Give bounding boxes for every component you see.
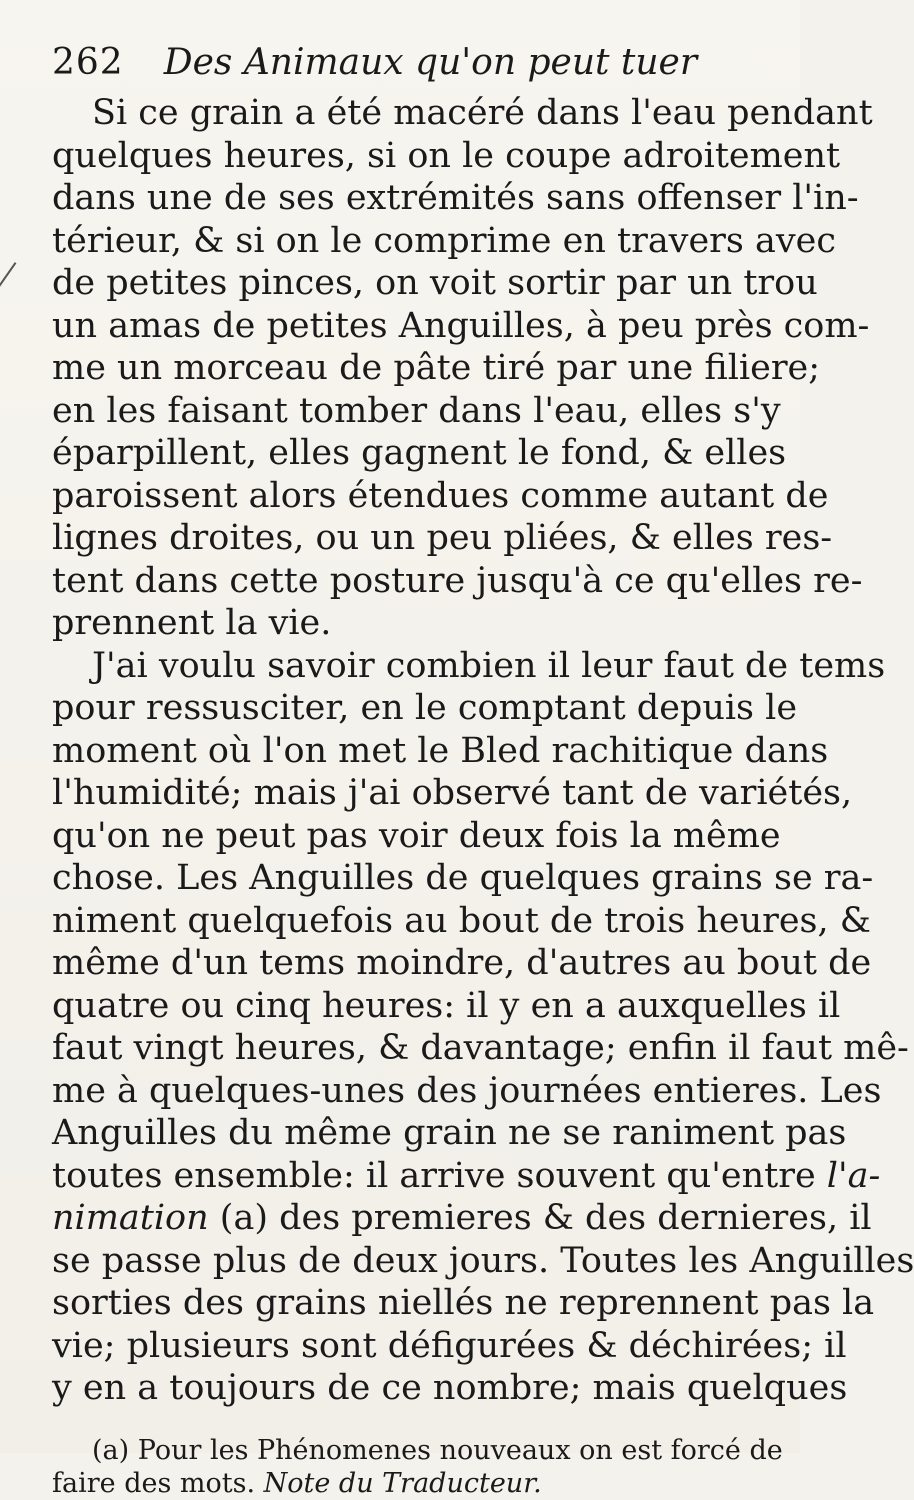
footnote — [52, 1434, 783, 1500]
main-text — [52, 92, 914, 1410]
italic-word: l'a- — [826, 1155, 881, 1196]
text-line: l'humidité; mais j'ai observé tant de variétés, — [52, 773, 853, 813]
page-header — [52, 42, 708, 90]
text-line: lignes droites, ou un peu pliées, & elles res- — [52, 518, 833, 558]
footnote-line — [52, 1467, 708, 1500]
text-line: J'ai voulu savoir combien il leur faut de tems — [92, 645, 886, 686]
text-segment: toutes ensemble: il arrive souvent qu'entre — [52, 1155, 827, 1196]
text-line: vie; plusieurs sont défigurées & déchirées; il — [52, 1325, 847, 1366]
text-line: quatre ou cinq heures: il y en a auxquelles il — [52, 985, 841, 1026]
text-line: Anguilles du même grain ne se raniment pas — [52, 1113, 847, 1153]
text-line: un amas de petites Anguilles, à peu près com- — [52, 305, 870, 346]
text-line: tent dans cette posture jusqu'à ce qu'elles re- — [52, 560, 863, 601]
text-segment: faire des mots. — [52, 1467, 264, 1499]
text-line: chose. Les Anguilles de quelques grains se ra- — [52, 858, 874, 898]
text-line: se passe plus de deux jours. Toutes les Anguilles — [52, 1240, 914, 1281]
text-line — [52, 1155, 881, 1198]
text-line: sorties des grains niellés ne reprennent pas la — [52, 1283, 875, 1323]
footnote-line: (a) Pour les Phénomenes nouveaux on est forcé de — [92, 1434, 783, 1466]
text-line: pour ressusciter, en le comptant depuis le — [52, 688, 798, 728]
text-line: y en a toujours de ce nombre; mais quelques — [52, 1368, 848, 1408]
text-line: dans une de ses extrémités sans offenser l'in- — [52, 178, 859, 218]
text-line: térieur, & si on le comprime en travers avec — [52, 220, 836, 261]
text-line — [52, 1197, 872, 1240]
text-line: faut vingt heures, & davantage; enfin il faut mê- — [52, 1028, 909, 1068]
text-segment: (a) des premieres & des dernieres, il — [208, 1198, 872, 1238]
text-line: prennent la vie. — [52, 603, 332, 643]
translator-note: Note du Traducteur. — [263, 1467, 542, 1499]
text-line: quelques heures, si on le coupe adroitement — [52, 135, 841, 176]
italic-word: nimation — [52, 1198, 209, 1238]
text-line: éparpillent, elles gagnent le fond, & elles — [52, 433, 787, 473]
text-line: me un morceau de pâte tiré par une filiere; — [52, 348, 821, 388]
text-line: même d'un tems moindre, d'autres au bout de — [52, 943, 872, 983]
page-number: 262 — [52, 42, 124, 83]
text-line: moment où l'on met le Bled rachitique dans — [52, 730, 829, 771]
text-line: Si ce grain a été macéré dans l'eau pendant — [92, 93, 873, 133]
text-line: me à quelques-unes des journées entieres. Les — [52, 1070, 882, 1111]
text-line: de petites pinces, on voit sortir par un trou — [52, 263, 818, 303]
margin-mark — [0, 262, 16, 288]
text-line: niment quelquefois au bout de trois heures, & — [52, 900, 871, 941]
text-line: qu'on ne peut pas voir deux fois la même — [52, 815, 781, 856]
text-line: paroissent alors étendues comme autant de — [52, 475, 829, 516]
running-title: Des Animaux qu'on peut tuer — [163, 42, 698, 83]
text-line: en les faisant tomber dans l'eau, elles s'y — [52, 390, 781, 431]
